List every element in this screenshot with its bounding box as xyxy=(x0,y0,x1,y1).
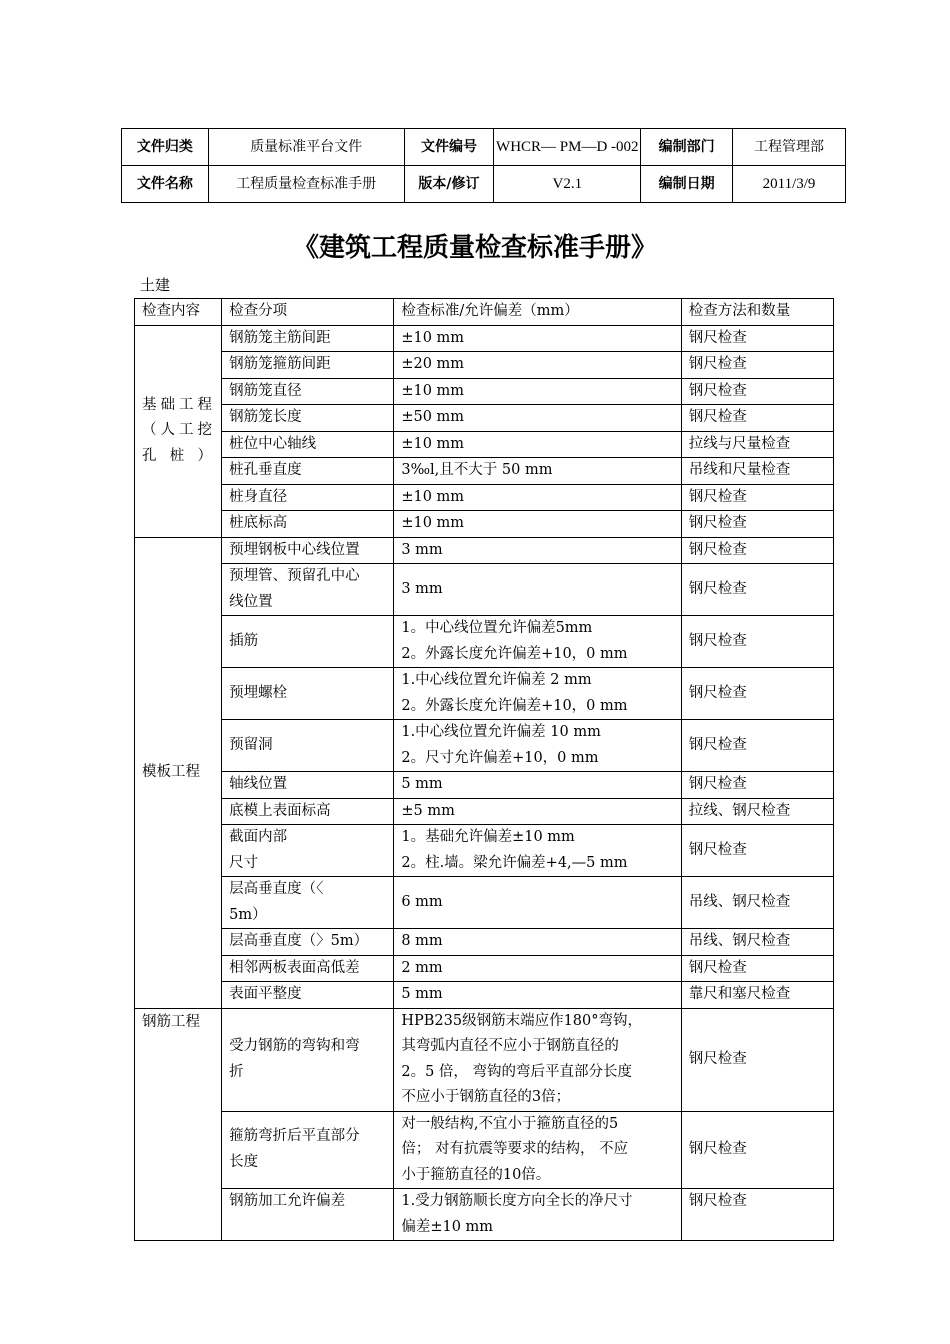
item-cell xyxy=(222,1111,394,1189)
table-row xyxy=(135,1189,834,1241)
table-row xyxy=(135,929,834,956)
table-row xyxy=(135,564,834,616)
table-row xyxy=(135,458,834,485)
method-cell: 钢尺检查 xyxy=(681,484,833,511)
table-row xyxy=(135,325,834,352)
table-header-row xyxy=(135,299,834,326)
item-cell xyxy=(222,1008,394,1111)
method-cell: 钢尺检查 xyxy=(681,616,833,668)
method-cell: 钢尺检查 xyxy=(681,825,833,877)
standard-line: 2。尺寸允许偏差+10，0 mm xyxy=(401,749,599,766)
method-cell: 靠尺和塞尺检查 xyxy=(681,982,833,1009)
method-cell: 吊线和尺量检查 xyxy=(681,458,833,485)
standard-cell: 2 mm xyxy=(394,955,681,982)
method-cell: 钢尺检查 xyxy=(681,1189,833,1241)
item-cell xyxy=(222,564,394,616)
standard-line: 2。柱.墙。梁允许偏差+4,—5 mm xyxy=(401,854,628,871)
method-cell: 吊线、钢尺检查 xyxy=(681,929,833,956)
table-row xyxy=(135,982,834,1009)
standard-cell xyxy=(394,616,681,668)
method-cell: 钢尺检查 xyxy=(681,668,833,720)
standard-line: 偏差±10 mm xyxy=(401,1218,494,1235)
standard-line: 1.受力钢筋顺长度方向全长的净尺寸 xyxy=(401,1193,633,1209)
item-cell: 预埋螺栓 xyxy=(222,668,394,720)
info-row-1 xyxy=(122,129,846,166)
version-value: V2.1 xyxy=(494,166,641,203)
dept-label: 编制部门 xyxy=(641,129,733,166)
item-cell: 桩孔垂直度 xyxy=(222,458,394,485)
category-value: 质量标准平台文件 xyxy=(208,129,404,166)
table-row xyxy=(135,616,834,668)
number-value: WHCR— PM—D -002 xyxy=(494,129,641,166)
category-cell xyxy=(135,325,222,537)
standard-cell xyxy=(394,825,681,877)
item-cell: 钢筋笼箍筋间距 xyxy=(222,352,394,379)
dept-value: 工程管理部 xyxy=(733,129,846,166)
name-label: 文件名称 xyxy=(122,166,209,203)
version-label: 版本/修订 xyxy=(404,166,494,203)
standard-cell: ±10 mm xyxy=(394,484,681,511)
item-line: 线位置 xyxy=(229,593,273,610)
method-cell: 钢尺检查 xyxy=(681,1008,833,1111)
standard-line: 1。基础允许偏差±10 mm xyxy=(401,829,575,845)
header-cell: 检查方法和数量 xyxy=(681,299,833,326)
standard-cell: 5 mm xyxy=(394,982,681,1009)
header-cell: 检查内容 xyxy=(135,299,222,326)
standard-line: 对一般结构,不宜小于箍筋直径的5 xyxy=(401,1115,619,1132)
standard-cell: 8 mm xyxy=(394,929,681,956)
method-cell: 钢尺检查 xyxy=(681,720,833,772)
item-cell: 钢筋加工允许偏差 xyxy=(222,1189,394,1241)
item-line: 层高垂直度（〈 xyxy=(229,881,324,897)
standard-line: 倍； 对有抗震等要求的结构， 不应 xyxy=(401,1141,629,1157)
standard-cell xyxy=(394,720,681,772)
standard-cell: 6 mm xyxy=(394,877,681,929)
method-cell: 吊线、钢尺检查 xyxy=(681,877,833,929)
method-cell: 钢尺检查 xyxy=(681,537,833,564)
item-cell: 钢筋笼主筋间距 xyxy=(222,325,394,352)
standard-line: 不应小于钢筋直径的3倍； xyxy=(401,1089,571,1105)
item-cell: 桩位中心轴线 xyxy=(222,431,394,458)
standard-cell: 3‰l,且不大于 50 mm xyxy=(394,458,681,485)
table-row xyxy=(135,825,834,877)
item-cell: 相邻两板表面高低差 xyxy=(222,955,394,982)
method-cell: 钢尺检查 xyxy=(681,325,833,352)
standard-line: 1。中心线位置允许偏差5mm xyxy=(401,620,593,636)
item-cell xyxy=(222,825,394,877)
item-line: 5m） xyxy=(229,906,267,923)
category-line: 基础工程 xyxy=(142,396,212,413)
table-row xyxy=(135,877,834,929)
standard-cell: ±5 mm xyxy=(394,798,681,825)
table-row xyxy=(135,772,834,799)
standard-cell: 3 mm xyxy=(394,564,681,616)
item-line: 折 xyxy=(229,1063,244,1080)
item-cell: 钢筋笼长度 xyxy=(222,405,394,432)
category-line: 孔 桩 ） xyxy=(142,447,212,464)
table-row xyxy=(135,798,834,825)
number-label: 文件编号 xyxy=(404,129,494,166)
standard-cell: 5 mm xyxy=(394,772,681,799)
item-cell: 预埋钢板中心线位置 xyxy=(222,537,394,564)
category-cell: 钢筋工程 xyxy=(135,1008,222,1241)
category-label: 文件归类 xyxy=(122,129,209,166)
item-cell: 插筋 xyxy=(222,616,394,668)
standard-cell xyxy=(394,1111,681,1189)
table-row xyxy=(135,431,834,458)
item-line: 预埋管、预留孔中心 xyxy=(229,568,360,584)
table-row xyxy=(135,1111,834,1189)
table-row xyxy=(135,352,834,379)
category-cell: 模板工程 xyxy=(135,537,222,1008)
method-cell: 钢尺检查 xyxy=(681,955,833,982)
item-cell: 桩底标高 xyxy=(222,511,394,538)
standard-line: 2。外露长度允许偏差+10，0 mm xyxy=(401,645,628,662)
method-cell: 拉线与尺量检查 xyxy=(681,431,833,458)
standard-cell: ±20 mm xyxy=(394,352,681,379)
table-row xyxy=(135,378,834,405)
item-cell: 层高垂直度（〉5m） xyxy=(222,929,394,956)
standard-line: 小于箍筋直径的10倍。 xyxy=(401,1166,551,1183)
category-line: （人工挖 xyxy=(142,422,212,439)
table-row xyxy=(135,484,834,511)
item-cell xyxy=(222,877,394,929)
table-row xyxy=(135,1008,834,1111)
item-cell: 预留洞 xyxy=(222,720,394,772)
standard-cell xyxy=(394,1189,681,1241)
table-row xyxy=(135,405,834,432)
method-cell: 钢尺检查 xyxy=(681,772,833,799)
table-row xyxy=(135,955,834,982)
table-row xyxy=(135,668,834,720)
item-cell: 桩身直径 xyxy=(222,484,394,511)
standard-cell: ±10 mm xyxy=(394,431,681,458)
item-cell: 钢筋笼直径 xyxy=(222,378,394,405)
standard-line: 2。5 倍， 弯钩的弯后平直部分长度 xyxy=(401,1063,633,1080)
standard-line: 1.中心线位置允许偏差 2 mm xyxy=(401,672,592,688)
standard-cell xyxy=(394,668,681,720)
header-cell: 检查分项 xyxy=(222,299,394,326)
method-cell: 钢尺检查 xyxy=(681,352,833,379)
section-heading: 土建 xyxy=(140,276,171,294)
standard-cell: ±10 mm xyxy=(394,378,681,405)
date-label: 编制日期 xyxy=(641,166,733,203)
item-line: 截面内部 xyxy=(229,829,288,845)
standard-cell: ±10 mm xyxy=(394,511,681,538)
date-value: 2011/3/9 xyxy=(733,166,846,203)
table-row xyxy=(135,537,834,564)
inspection-table xyxy=(134,298,834,1241)
method-cell: 钢尺检查 xyxy=(681,1111,833,1189)
standard-line: 2。外露长度允许偏差+10，0 mm xyxy=(401,697,628,714)
document-info-table xyxy=(121,128,846,203)
item-line: 箍筋弯折后平直部分 xyxy=(229,1128,360,1145)
standard-line: HPB235级钢筋末端应作180°弯钩， xyxy=(401,1012,643,1029)
method-cell: 钢尺检查 xyxy=(681,405,833,432)
item-line: 长度 xyxy=(229,1153,259,1170)
item-cell: 底模上表面标高 xyxy=(222,798,394,825)
method-cell: 钢尺检查 xyxy=(681,511,833,538)
table-row xyxy=(135,511,834,538)
method-cell: 拉线、钢尺检查 xyxy=(681,798,833,825)
method-cell: 钢尺检查 xyxy=(681,378,833,405)
header-cell: 检查标准/允许偏差（mm） xyxy=(394,299,681,326)
table-row xyxy=(135,720,834,772)
standard-cell xyxy=(394,1008,681,1111)
standard-cell: ±10 mm xyxy=(394,325,681,352)
item-cell: 轴线位置 xyxy=(222,772,394,799)
document-title: 《建筑工程质量检查标准手册》 xyxy=(292,233,657,263)
standard-cell: 3 mm xyxy=(394,537,681,564)
item-line: 尺寸 xyxy=(229,854,259,871)
standard-line: 其弯弧内直径不应小于钢筋直径的 xyxy=(401,1038,619,1054)
method-cell: 钢尺检查 xyxy=(681,564,833,616)
info-row-2 xyxy=(122,166,846,203)
name-value: 工程质量检查标准手册 xyxy=(208,166,404,203)
item-line: 受力钢筋的弯钩和弯 xyxy=(229,1038,360,1054)
standard-line: 1.中心线位置允许偏差 10 mm xyxy=(401,724,601,740)
item-cell: 表面平整度 xyxy=(222,982,394,1009)
standard-cell: ±50 mm xyxy=(394,405,681,432)
